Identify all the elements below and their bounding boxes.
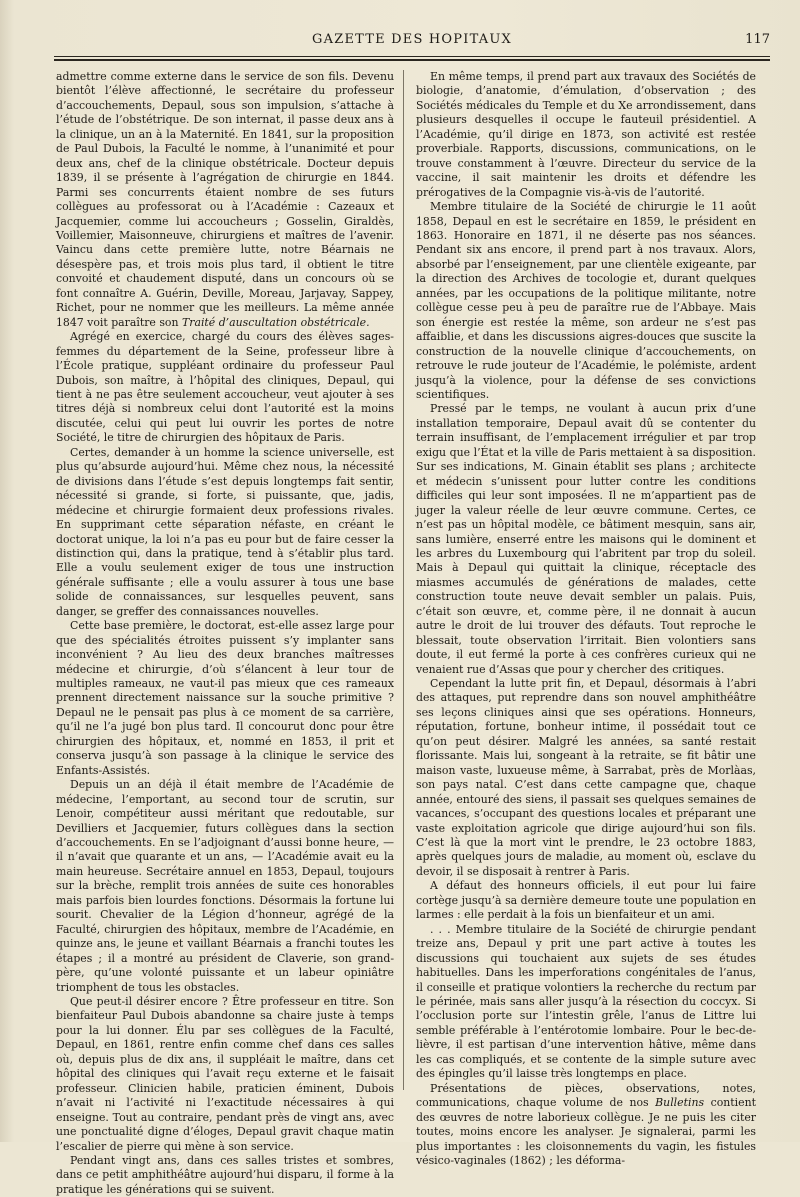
paragraph: Cependant la lutte prit fin, et Depaul, désormais à l’abri des attaques, put reprendre dans son nouvel amphithéâtre ses leçons cliniques ainsi que ses opérations. Honneurs, réputation, fortune, bonheur intime, il possédait tout ce qu’on peut désirer. Malgré les années, sa santé restait florissante. Mais lui, songeant à la retraite, se fit bâtir une maison vaste, luxueuse même, à Sarrabat, près de Morlàas, son pays natal. C’est dans cette campagne que, chaque année, entouré des siens, il passait ses quelques semaines de vacances, s’occupant des questions locales et préparant une vaste exploitation agricole que dirige aujourd’hui son fils. C’est là que la mort vint le prendre, le 23 octobre 1883, après quelques jours de maladie, au moment où, esclave du devoir, il se disposait à rentrer à Paris.: [416, 677, 756, 878]
right-column: [416, 70, 756, 1168]
running-title: GAZETTE DES HOPITAUX: [312, 32, 512, 47]
italic-book-title: Traité d’auscultation obstétricale.: [181, 315, 370, 329]
paragraph: admettre comme externe dans le service de son fils. Devenu bientôt l’élève affectionné, le secrétaire du professeur d’accouchements, Depaul, sous son impulsion, s’attache à l’étude de l’obstétrique. De son internat, il passe deux ans à la clinique, un an à la Maternité. En 1841, sur la proposition de Paul Dubois, la Faculté le nomme, à l’unanimité et pour deux ans, chef de la clinique obstétricale. Docteur depuis 1839, il se présente à l’agrégation de chirurgie en 1844. Parmi ses concurrents étaient nombre de ses futurs collègues au professorat ou à l’Académie : Cazeaux et Jacquemier, comme lui accoucheurs ; Gosselin, Giraldès, Voillemier, Maisonneuve, chirurgiens et maîtres de l’avenir. Vaincu dans cette première lutte, notre Béarnais ne désespère pas, et trois mois plus tard, il obtient le titre convoité et chaudement disputé, dans un concours où se font connaître A. Guérin, Deville, Moreau, Jarjavay, Sappey, Richet, pour ne nommer que les meilleurs. La même année 1847 voit paraître son Traité d’auscultation obstétricale.: [56, 70, 394, 329]
paragraph: Présentations de pièces, observations, notes, communications, chaque volume de nos Bulletins contient des œuvres de notre laborieux collègue. Je ne puis les citer toutes, moins encore les analyser. Je signalerai, parmi les plus importantes : les cloisonnements du vagin, les fistules vésico-vaginales (1862) ; les déforma-: [416, 1081, 756, 1167]
paragraph: Cette base première, le doctorat, est-elle assez large pour que des spécialités étroites puissent s’y implanter sans inconvénient ? Au lieu des deux branches maîtresses médecine et chirurgie, d’où s’élancent à leur tour de multiples rameaux, ne vaut-il pas mieux que ces rameaux prennent directement naissance sur la souche primitive ? Depaul ne le pensait pas plus à ce moment de sa carrière, qu’il ne l’a jugé bon plus tard. Il concourut donc pour être chirurgien des hôpitaux, et, nommé en 1853, il prit et conserva jusqu’à son passage à la clinique le service des Enfants-Assistés.: [56, 619, 394, 777]
header-rule-thin: [54, 56, 770, 57]
paragraph: Agrégé en exercice, chargé du cours des élèves sages-femmes du département de la Seine, professeur libre à l’École pratique, suppléant ordinaire du professeur Paul Dubois, son maître, à l’hôpital des cliniques, Depaul, qui tient à ne pas être seulement accoucheur, veut ajouter à ses titres déjà si nombreux celui dont l’autorité est la moins discutée, celui qui peut lui ouvrir les portes de notre Société, le titre de chirurgien des hôpitaux de Paris.: [56, 330, 394, 445]
header-rule-thick: [54, 59, 770, 61]
page-header: [54, 30, 770, 52]
paragraph: En même temps, il prend part aux travaux des Sociétés de biologie, d’anatomie, d’émulation, d’observation ; des Sociétés médicales du Temple et du Xe arrondissement, dans plusieurs desquelles il occupe le fauteuil présidentiel. A l’Académie, qu’il dirige en 1873, son activité est restée proverbiale. Rapports, discussions, communications, on le trouve constamment à l’œuvre. Directeur du service de la vaccine, il sait maintenir les droits et défendre les prérogatives de la Compagnie vis-à-vis de l’autorité.: [416, 70, 756, 199]
paragraph: Que peut-il désirer encore ? Être professeur en titre. Son bienfaiteur Paul Dubois abandonne sa chaire juste à temps pour la lui donner. Élu par ses collègues de la Faculté, Depaul, en 1861, rentre enfin comme chef dans ces salles où, depuis plus de dix ans, il suppléait le maître, dans cet hôpital des cliniques qui l’avait reçu externe et le faisait professeur. Clinicien habile, praticien éminent, Dubois n’avait ni l’activité ni l’exactitude nécessaires à qui enseigne. Tout au contraire, pendant près de vingt ans, avec une ponctualité digne d’éloges, Depaul gravit chaque matin l’escalier de pierre qui mène à son service.: [56, 995, 394, 1153]
paragraph: Certes, demander à un homme la science universelle, est plus qu’absurde aujourd’hui. Même chez nous, la nécessité de divisions dans l’étude s’est depuis longtemps fait sentir, nécessité si grande, si forte, si puissante, que, jadis, médecine et chirurgie formaient deux professions rivales. En supprimant cette séparation néfaste, en créant le doctorat unique, la loi n’a pas eu pour but de faire cesser la distinction qui, dans la pratique, tend à s’établir plus tard. Elle a voulu seulement exiger de tous une instruction générale suffisante ; elle a voulu assurer à tous une base solide de connaissances, sur lesquelles peuvent, sans danger, se greffer des connaissances nouvelles.: [56, 445, 394, 618]
paragraph: Pendant vingt ans, dans ces salles tristes et sombres, dans ce petit amphithéâtre aujourd’hui disparu, il forme à la pratique les générations qui se suivent.: [56, 1153, 394, 1196]
page-number: 117: [745, 32, 770, 47]
paragraph: Depuis un an déjà il était membre de l’Académie de médecine, l’emportant, au second tour de scrutin, sur Lenoir, compétiteur aussi méritant que redoutable, sur Devilliers et Jacquemier, futurs collègues dans la section d’accouchements. En se l’adjoignant d’aussi bonne heure, — il n’avait que quarante et un ans, — l’Académie avait eu la main heureuse. Secrétaire annuel en 1853, Depaul, toujours sur la brèche, remplit trois années de suite ces honorables mais parfois bien lourdes fonctions. Désormais la fortune lui sourit. Chevalier de la Légion d’honneur, agrégé de la Faculté, chirurgien des hôpitaux, membre de l’Académie, en quinze ans, le jeune et vaillant Béarnais a franchi toutes les étapes ; il a montré au président de Claverie, son grand-père, qu’une volonté puissante et un labeur opiniâtre triomphent de tous les obstacles.: [56, 778, 394, 994]
paragraph: . . . Membre titulaire de la Société de chirurgie pendant treize ans, Depaul y prit une part active à toutes les discussions qui touchaient aux sujets de ses études habituelles. Dans les imperforations congénitales de l’anus, il conseille et pratique volontiers la recherche du rectum par le périnée, mais sans aller jusqu’à la résection du coccyx. Si l’occlusion porte sur l’intestin grêle, l’anus de Littre lui semble préférable à l’entérotomie lombaire. Pour le bec-de-lièvre, il est partisan d’une intervention hâtive, même dans les cas compliqués, et se contente de la simple suture avec des épingles qu’il laisse très longtemps en place.: [416, 922, 756, 1081]
paragraph: A défaut des honneurs officiels, il eut pour lui faire cortège jusqu’à sa dernière demeure toute une population en larmes : elle perdait à la fois un bienfaiteur et un ami.: [416, 879, 756, 922]
italic-bulletins: Bulletins: [655, 1096, 705, 1110]
left-column: [56, 70, 394, 1197]
paragraph: Membre titulaire de la Société de chirurgie le 11 août 1858, Depaul en est le secrétaire en 1859, le président en 1863. Honoraire en 1871, il ne déserte pas nos séances. Pendant six ans encore, il prend part à nos travaux. Alors, absorbé par l’enseignement, par une clientèle exigeante, par la direction des Archives de tocologie et, durant quelques années, par les occupations de la politique militante, notre collègue cesse peu à peu de paraître rue de l’Abbaye. Mais son énergie est restée la même, son ardeur ne s’est pas affaiblie, et dans les discussions aigres-douces que suscite la construction de la nouvelle clinique d’accouchements, on retrouve le rude jouteur de l’Académie, le polémiste, ardent jusqu’à la violence, pour la défense de ses convictions scientifiques.: [416, 200, 756, 401]
column-divider: [403, 70, 404, 1090]
paragraph: Pressé par le temps, ne voulant à aucun prix d’une installation temporaire, Depaul avait dû se contenter du terrain insuffisant, de l’emplacement irrégulier et par trop exigu que l’État et la ville de Paris mettaient à sa disposition. Sur ses indications, M. Ginain établit ses plans ; architecte et médecin s’unissent pour lutter contre les conditions difficiles qui leur sont imposées. Il ne m’appartient pas de juger la valeur réelle de leur œuvre commune. Certes, ce n’est pas un hôpital modèle, ce bâtiment mesquin, sans air, sans lumière, enserré entre les maisons qui le dominent et les arbres du Luxembourg qui l’abritent par trop du soleil. Mais à Depaul qui quittait la clinique, réceptacle des miasmes accumulés de générations de malades, cette construction toute neuve devait sembler un palais. Puis, c’était son œuvre, et, comme père, il ne donnait à aucun autre le droit de lui trouver des défauts. Tout reproche le blessait, toute observation l’irritait. Bien volontiers sans doute, il eut fermé la porte à ces confrères curieux qui ne venaient rue d’Assas que pour y chercher des critiques.: [416, 402, 756, 676]
